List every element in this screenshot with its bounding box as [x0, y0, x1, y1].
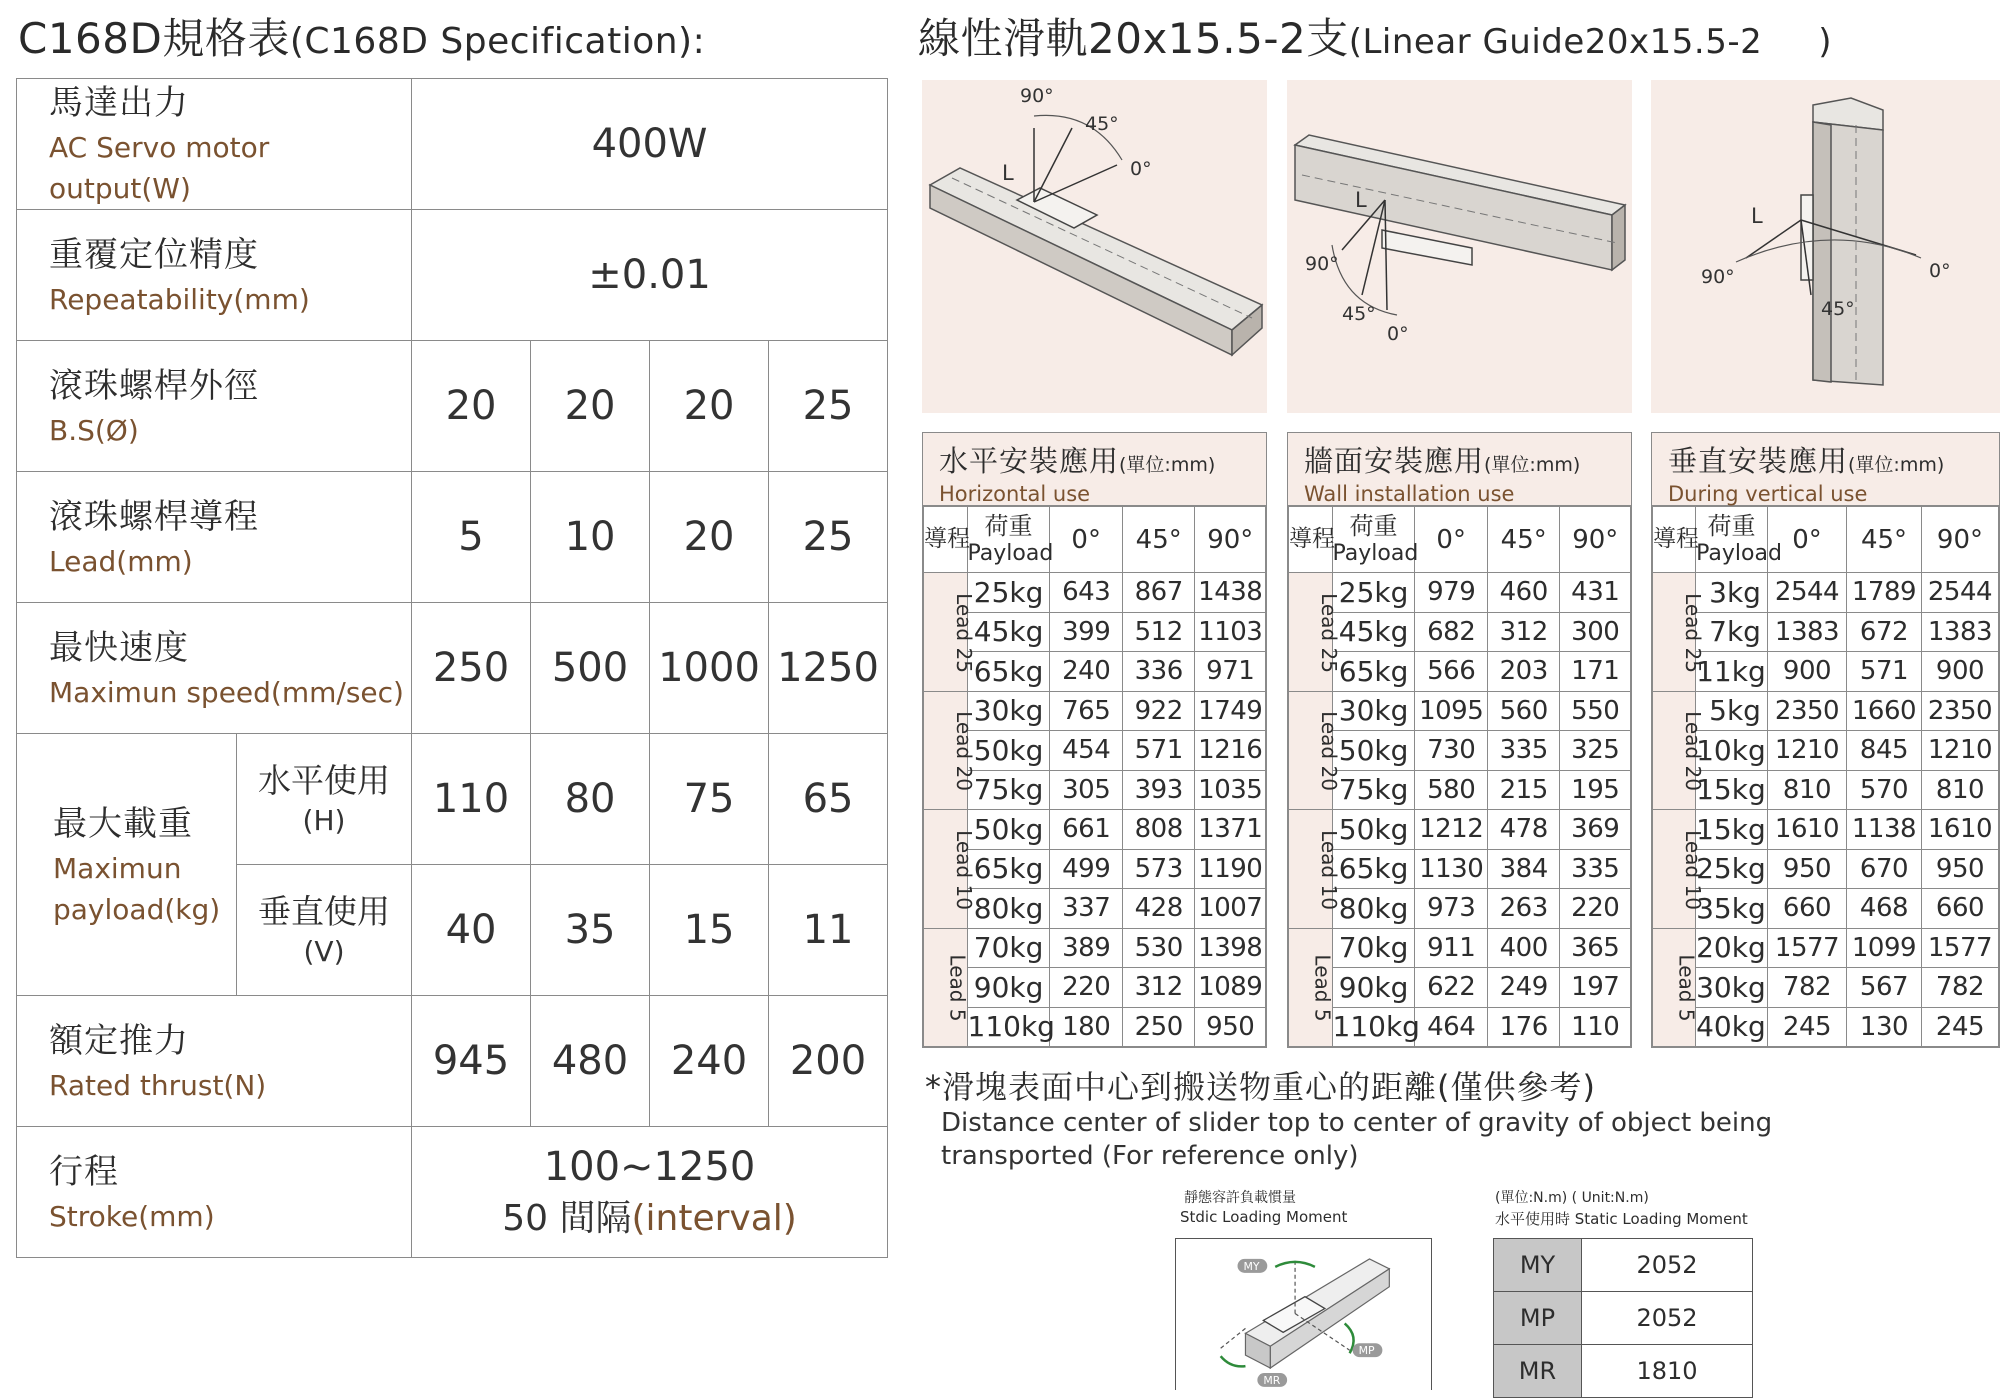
payload-distance: 2350	[1767, 691, 1846, 731]
payload-table-body	[1653, 573, 1999, 1047]
payload-distance: 180	[1050, 1007, 1123, 1047]
wall-actuator-drawing	[1287, 80, 1632, 413]
payload-distance: 336	[1122, 652, 1195, 692]
payload-distance: 900	[1767, 652, 1846, 692]
payload-distance: 325	[1560, 731, 1631, 771]
wall-angle-0: 0°	[1387, 323, 1409, 345]
payload-distance: 454	[1050, 731, 1123, 771]
rated-thrust-value: 945	[412, 996, 531, 1127]
payload-weight: 20kg	[1696, 928, 1768, 968]
panel-header: 牆面安裝應用(單位:mm) Wall installation use	[1288, 433, 1631, 506]
payload-weight: 25kg	[967, 573, 1050, 613]
payload-distance: 1138	[1847, 810, 1922, 850]
payload-distance: 369	[1560, 810, 1631, 850]
spec-row-lead	[17, 472, 888, 603]
moment-value: 2052	[1582, 1292, 1753, 1345]
payload-distance: 250	[1122, 1007, 1195, 1047]
payload-weight: 80kg	[1332, 889, 1415, 929]
repeatability-value: ±0.01	[412, 210, 888, 341]
header-payload: 荷重 Payload	[967, 507, 1050, 573]
payload-distance: 215	[1487, 770, 1560, 810]
payload-distance: 1210	[1921, 731, 1998, 771]
lead-value: 25	[769, 472, 888, 603]
payload-distance: 1577	[1921, 928, 1998, 968]
payload-distance: 643	[1050, 573, 1123, 613]
payload-row	[1289, 968, 1631, 1008]
panel-header: 垂直安裝應用(單位:mm) During vertical use	[1652, 433, 1999, 506]
lead-value: 10	[531, 472, 650, 603]
payload-weight: 50kg	[1332, 731, 1415, 771]
payload-distance: 365	[1560, 928, 1631, 968]
moment-table-title: 水平使用時 Static Loading Moment	[1495, 1210, 1748, 1228]
payload-row	[924, 1007, 1266, 1047]
payload-distance: 1103	[1195, 612, 1266, 652]
header-angle-90: 90°	[1921, 507, 1998, 573]
rated-thrust-value: 240	[650, 996, 769, 1127]
payload-distance: 2350	[1921, 691, 1998, 731]
payload-distance: 1789	[1847, 573, 1922, 613]
payload-distance: 464	[1415, 1007, 1488, 1047]
wall-mount-illustration	[1287, 80, 1632, 413]
payload-distance: 660	[1767, 889, 1846, 929]
spec-row-max-payload-horizontal	[17, 734, 888, 865]
payload-weight: 50kg	[967, 731, 1050, 771]
payload-row	[1289, 810, 1631, 850]
payload-distance: 203	[1487, 652, 1560, 692]
moment-value: 1810	[1582, 1345, 1753, 1398]
static-moment-diagram	[1175, 1238, 1432, 1390]
gravity-note-en: Distance center of slider top to center of gravity of object being transported (For reference only)	[941, 1108, 1773, 1171]
payload-weight: 75kg	[967, 770, 1050, 810]
moment-axes-drawing	[1176, 1239, 1431, 1390]
payload-table-header	[1653, 507, 1999, 573]
max-payload-label: 最大載重 Maximun payload(kg)	[17, 734, 237, 996]
payload-distance: 1007	[1195, 889, 1266, 929]
payload-distance: 570	[1847, 770, 1922, 810]
payload-weight: 90kg	[1332, 968, 1415, 1008]
vertical-payload-panel	[1651, 432, 2000, 1048]
lead-group-label: Lead 10	[1289, 810, 1333, 929]
spec-row-motor-output	[17, 79, 888, 210]
payload-distance: 399	[1050, 612, 1123, 652]
payload-distance: 428	[1122, 889, 1195, 929]
payload-row	[1289, 928, 1631, 968]
payload-distance: 571	[1122, 731, 1195, 771]
header-angle-45: 45°	[1847, 507, 1922, 573]
payload-distance: 979	[1415, 573, 1488, 613]
payload-weight: 50kg	[967, 810, 1050, 850]
guide-title-zh: 線性滑軌20x15.5-2支	[918, 14, 1349, 63]
payload-weight: 80kg	[967, 889, 1050, 929]
payload-distance: 560	[1487, 691, 1560, 731]
payload-distance: 176	[1487, 1007, 1560, 1047]
max-speed-value: 1250	[769, 603, 888, 734]
static-moment-table	[1493, 1238, 1753, 1398]
payload-distance: 867	[1122, 573, 1195, 613]
payload-distance: 1660	[1847, 691, 1922, 731]
payload-weight: 30kg	[967, 691, 1050, 731]
payload-weight: 5kg	[1696, 691, 1768, 731]
payload-weight: 65kg	[967, 849, 1050, 889]
spec-title-en: (C168D Specification):	[289, 21, 706, 62]
payload-weight: 15kg	[1696, 770, 1768, 810]
header-angle-90: 90°	[1195, 507, 1266, 573]
payload-distance: 130	[1847, 1007, 1922, 1047]
payload-distance: 808	[1122, 810, 1195, 850]
lead-group-label: Lead 25	[924, 573, 968, 692]
payload-row	[924, 968, 1266, 1008]
payload-distance: 1095	[1415, 691, 1488, 731]
header-lead: 導程	[1653, 507, 1696, 573]
payload-distance: 845	[1847, 731, 1922, 771]
lead-group-label: Lead 20	[924, 691, 968, 810]
payload-table-body	[924, 573, 1266, 1047]
payload-table	[1652, 506, 1999, 1047]
payload-horizontal-value: 80	[531, 734, 650, 865]
payload-weight: 45kg	[967, 612, 1050, 652]
payload-weight: 70kg	[1332, 928, 1415, 968]
header-angle-0: 0°	[1415, 507, 1488, 573]
horizontal-angle-45: 45°	[1085, 113, 1119, 135]
payload-distance: 911	[1415, 928, 1488, 968]
payload-weight: 70kg	[967, 928, 1050, 968]
payload-distance: 478	[1487, 810, 1560, 850]
horizontal-angle-90: 90°	[1020, 85, 1054, 107]
payload-distance: 312	[1487, 612, 1560, 652]
payload-distance: 335	[1487, 731, 1560, 771]
spec-row-ball-screw-diameter	[17, 341, 888, 472]
payload-row	[924, 810, 1266, 850]
payload-vertical-label: 垂直使用 (V)	[237, 865, 412, 996]
motor-output-value: 400W	[412, 79, 888, 210]
payload-distance: 1383	[1767, 612, 1846, 652]
payload-horizontal-value: 65	[769, 734, 888, 865]
payload-distance: 1749	[1195, 691, 1266, 731]
payload-distance: 249	[1487, 968, 1560, 1008]
payload-distance: 1190	[1195, 849, 1266, 889]
payload-distance: 400	[1487, 928, 1560, 968]
payload-row	[1653, 1007, 1999, 1047]
payload-weight: 30kg	[1696, 968, 1768, 1008]
stroke-value	[412, 1127, 888, 1258]
lead-group-label: Lead 10	[924, 810, 968, 929]
lead-group-label: Lead 10	[1653, 810, 1696, 929]
payload-vertical-value: 40	[412, 865, 531, 996]
payload-distance: 661	[1050, 810, 1123, 850]
payload-distance: 580	[1415, 770, 1488, 810]
lead-group-label: Lead 5	[924, 928, 968, 1047]
horizontal-length-l: L	[1002, 161, 1014, 185]
panel-header: 水平安裝應用(單位:mm) Horizontal use	[923, 433, 1266, 506]
payload-distance: 1099	[1847, 928, 1922, 968]
header-angle-45: 45°	[1122, 507, 1195, 573]
ball-screw-diameter-value: 25	[769, 341, 888, 472]
payload-distance: 1130	[1415, 849, 1488, 889]
payload-distance: 468	[1847, 889, 1922, 929]
vertical-actuator-drawing	[1651, 80, 2000, 413]
payload-horizontal-label: 水平使用 (H)	[237, 734, 412, 865]
payload-distance: 512	[1122, 612, 1195, 652]
payload-weight: 75kg	[1332, 770, 1415, 810]
spec-row-rated-thrust	[17, 996, 888, 1127]
moment-label-my: MY	[1243, 1259, 1260, 1273]
payload-distance: 1438	[1195, 573, 1266, 613]
lead-group-label: Lead 25	[1653, 573, 1696, 692]
wall-payload-panel	[1287, 432, 1632, 1048]
ball-screw-diameter-value: 20	[650, 341, 769, 472]
payload-weight: 50kg	[1332, 810, 1415, 850]
payload-distance: 197	[1560, 968, 1631, 1008]
payload-distance: 1610	[1921, 810, 1998, 850]
wall-length-l: L	[1355, 188, 1367, 212]
payload-vertical-value: 15	[650, 865, 769, 996]
payload-distance: 245	[1767, 1007, 1846, 1047]
lead-value: 5	[412, 472, 531, 603]
header-angle-0: 0°	[1050, 507, 1123, 573]
lead-label: 滾珠螺桿導程 Lead(mm)	[17, 472, 412, 603]
lead-group-label: Lead 5	[1653, 928, 1696, 1047]
payload-distance: 573	[1122, 849, 1195, 889]
rated-thrust-value: 200	[769, 996, 888, 1127]
payload-weight: 30kg	[1332, 691, 1415, 731]
payload-distance: 300	[1560, 612, 1631, 652]
payload-distance: 245	[1921, 1007, 1998, 1047]
payload-distance: 337	[1050, 889, 1123, 929]
payload-distance: 782	[1767, 968, 1846, 1008]
horizontal-angle-0: 0°	[1130, 158, 1152, 180]
payload-row	[1653, 691, 1999, 731]
payload-distance: 1210	[1767, 731, 1846, 771]
payload-distance: 110	[1560, 1007, 1631, 1047]
max-speed-value: 250	[412, 603, 531, 734]
payload-table	[923, 506, 1266, 1047]
payload-distance: 499	[1050, 849, 1123, 889]
vertical-angle-0: 0°	[1929, 260, 1951, 282]
payload-distance: 1610	[1767, 810, 1846, 850]
payload-distance: 335	[1560, 849, 1631, 889]
payload-distance: 810	[1767, 770, 1846, 810]
payload-horizontal-value: 110	[412, 734, 531, 865]
rated-thrust-label: 額定推力 Rated thrust(N)	[17, 996, 412, 1127]
guide-title-en: (Linear Guide20x15.5-2	[1348, 22, 1763, 62]
moment-value: 2052	[1582, 1239, 1753, 1292]
horizontal-actuator-drawing	[922, 80, 1267, 413]
payload-row	[924, 928, 1266, 968]
payload-weight: 65kg	[967, 652, 1050, 692]
payload-distance: 220	[1050, 968, 1123, 1008]
max-speed-label: 最快速度 Maximun speed(mm/sec)	[17, 603, 412, 734]
payload-distance: 971	[1195, 652, 1266, 692]
payload-distance: 1371	[1195, 810, 1266, 850]
vertical-length-l: L	[1751, 204, 1763, 228]
spec-row-repeatability	[17, 210, 888, 341]
payload-distance: 672	[1847, 612, 1922, 652]
payload-weight: 25kg	[1332, 573, 1415, 613]
rated-thrust-value: 480	[531, 996, 650, 1127]
payload-distance: 922	[1122, 691, 1195, 731]
wall-angle-45: 45°	[1342, 303, 1376, 325]
lead-group-label: Lead 5	[1289, 928, 1333, 1047]
payload-distance: 950	[1921, 849, 1998, 889]
payload-distance: 1577	[1767, 928, 1846, 968]
max-speed-value: 500	[531, 603, 650, 734]
moment-row-mp	[1494, 1292, 1753, 1345]
spec-title-zh: C168D規格表	[18, 14, 290, 63]
specification-table	[16, 78, 888, 1258]
max-speed-value: 1000	[650, 603, 769, 734]
payload-row	[924, 573, 1266, 613]
payload-distance: 2544	[1767, 573, 1846, 613]
payload-distance: 810	[1921, 770, 1998, 810]
payload-distance: 393	[1122, 770, 1195, 810]
payload-weight: 65kg	[1332, 849, 1415, 889]
payload-distance: 660	[1921, 889, 1998, 929]
payload-vertical-value: 35	[531, 865, 650, 996]
payload-weight: 110kg	[967, 1007, 1050, 1047]
payload-distance: 1089	[1195, 968, 1266, 1008]
payload-distance: 1398	[1195, 928, 1266, 968]
payload-distance: 567	[1847, 968, 1922, 1008]
payload-distance: 1383	[1921, 612, 1998, 652]
payload-row	[1289, 573, 1631, 613]
payload-horizontal-value: 75	[650, 734, 769, 865]
payload-row	[924, 691, 1266, 731]
header-payload: 荷重 Payload	[1332, 507, 1415, 573]
payload-row	[1289, 691, 1631, 731]
payload-distance: 1212	[1415, 810, 1488, 850]
moment-label-mp: MP	[1358, 1344, 1375, 1358]
payload-row	[1653, 968, 1999, 1008]
guide-title-close: )	[1818, 22, 1833, 62]
payload-weight: 10kg	[1696, 731, 1768, 771]
payload-table-body	[1289, 573, 1631, 1047]
payload-distance: 460	[1487, 573, 1560, 613]
payload-vertical-value: 11	[769, 865, 888, 996]
spec-row-max-speed	[17, 603, 888, 734]
header-angle-45: 45°	[1487, 507, 1560, 573]
wall-angle-90: 90°	[1305, 253, 1339, 275]
moment-row-mr	[1494, 1345, 1753, 1398]
payload-distance: 312	[1122, 968, 1195, 1008]
payload-weight: 110kg	[1332, 1007, 1415, 1047]
payload-weight: 3kg	[1696, 573, 1768, 613]
payload-weight: 35kg	[1696, 889, 1768, 929]
ball-screw-diameter-label: 滾珠螺桿外徑 B.S(Ø)	[17, 341, 412, 472]
payload-distance: 550	[1560, 691, 1631, 731]
payload-distance: 900	[1921, 652, 1998, 692]
payload-distance: 263	[1487, 889, 1560, 929]
payload-weight: 65kg	[1332, 652, 1415, 692]
spec-title	[18, 6, 705, 66]
vertical-mount-illustration	[1651, 80, 2000, 413]
payload-distance: 240	[1050, 652, 1123, 692]
stroke-range: 100~1250	[543, 1143, 756, 1190]
repeatability-label: 重覆定位精度 Repeatability(mm)	[17, 210, 412, 341]
header-lead: 導程	[924, 507, 968, 573]
gravity-note-zh: *滑塊表面中心到搬送物重心的距離(僅供參考)	[925, 1068, 1596, 1106]
payload-table-header	[924, 507, 1266, 573]
header-lead: 導程	[1289, 507, 1333, 573]
header-payload: 荷重 Payload	[1696, 507, 1768, 573]
vertical-angle-45: 45°	[1821, 298, 1855, 320]
payload-table	[1288, 506, 1631, 1047]
payload-distance: 950	[1767, 849, 1846, 889]
moment-diagram-title-en: Stdic Loading Moment	[1180, 1208, 1348, 1226]
lead-group-label: Lead 20	[1289, 691, 1333, 810]
moment-key: MP	[1494, 1292, 1582, 1345]
payload-row	[1289, 1007, 1631, 1047]
payload-distance: 973	[1415, 889, 1488, 929]
horizontal-mount-illustration	[922, 80, 1267, 413]
payload-distance: 782	[1921, 968, 1998, 1008]
payload-distance: 571	[1847, 652, 1922, 692]
payload-weight: 25kg	[1696, 849, 1768, 889]
payload-distance: 305	[1050, 770, 1123, 810]
payload-distance: 622	[1415, 968, 1488, 1008]
moment-label-mr: MR	[1263, 1373, 1281, 1387]
payload-distance: 389	[1050, 928, 1123, 968]
payload-distance: 682	[1415, 612, 1488, 652]
payload-distance: 220	[1560, 889, 1631, 929]
payload-distance: 765	[1050, 691, 1123, 731]
payload-distance: 1216	[1195, 731, 1266, 771]
ball-screw-diameter-value: 20	[412, 341, 531, 472]
payload-distance: 566	[1415, 652, 1488, 692]
payload-distance: 384	[1487, 849, 1560, 889]
payload-distance: 171	[1560, 652, 1631, 692]
payload-weight: 11kg	[1696, 652, 1768, 692]
moment-diagram-title-zh: 靜態容許負載慣量	[1184, 1190, 1296, 1206]
payload-row	[1653, 573, 1999, 613]
lead-group-label: Lead 20	[1653, 691, 1696, 810]
payload-row	[1653, 928, 1999, 968]
spec-row-stroke	[17, 1127, 888, 1258]
payload-distance: 1035	[1195, 770, 1266, 810]
stroke-interval: 50 間隔(interval)	[502, 1197, 797, 1239]
payload-weight: 7kg	[1696, 612, 1768, 652]
payload-distance: 195	[1560, 770, 1631, 810]
payload-row	[1653, 810, 1999, 850]
payload-distance: 730	[1415, 731, 1488, 771]
horizontal-payload-panel	[922, 432, 1267, 1048]
payload-weight: 45kg	[1332, 612, 1415, 652]
header-angle-0: 0°	[1767, 507, 1846, 573]
moment-key: MY	[1494, 1239, 1582, 1292]
payload-table-header	[1289, 507, 1631, 573]
ball-screw-diameter-value: 20	[531, 341, 650, 472]
payload-weight: 90kg	[967, 968, 1050, 1008]
payload-weight: 40kg	[1696, 1007, 1768, 1047]
vertical-angle-90: 90°	[1701, 266, 1735, 288]
moment-key: MR	[1494, 1345, 1582, 1398]
lead-group-label: Lead 25	[1289, 573, 1333, 692]
moment-unit-label: (單位:N.m) ( Unit:N.m)	[1495, 1190, 1649, 1206]
header-angle-90: 90°	[1560, 507, 1631, 573]
lead-value: 20	[650, 472, 769, 603]
payload-distance: 530	[1122, 928, 1195, 968]
payload-distance: 670	[1847, 849, 1922, 889]
stroke-label: 行程 Stroke(mm)	[17, 1127, 412, 1258]
motor-output-label: 馬達出力 AC Servo motor output(W)	[17, 79, 412, 210]
payload-distance: 2544	[1921, 573, 1998, 613]
payload-distance: 950	[1195, 1007, 1266, 1047]
guide-title	[918, 6, 1832, 66]
payload-distance: 431	[1560, 573, 1631, 613]
moment-row-my	[1494, 1239, 1753, 1292]
payload-weight: 15kg	[1696, 810, 1768, 850]
